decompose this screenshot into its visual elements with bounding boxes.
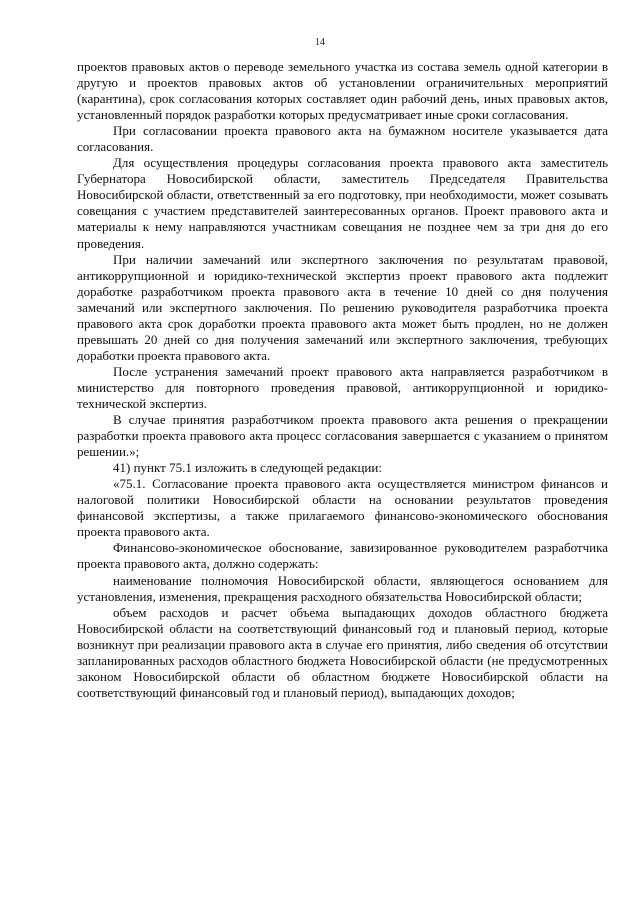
paragraph-2: При согласовании проекта правового акта на бумажном носителе указывается дата согласования. xyxy=(77,123,608,155)
paragraph-10: наименование полномочия Новосибирской области, являющегося основанием для установления, изменения, прекращения расходного обязательства Новосибирской области; xyxy=(77,572,608,604)
paragraph-4: При наличии замечаний или экспертного заключения по результатам правовой, антикоррупционной и юридико-технической экспертиз проект правового акта подлежит доработке разработчиком проекта правового акта в течение 10 дней со дня получения замечаний или экспертного заключения. По решению руководителя разработчика проекта правового акта срок доработки проекта правового акта может быть продлен, но не должен превышать 20 дней со дня получения замечаний или экспертного заключения, требующих доработки проекта правового акта. xyxy=(77,251,608,363)
paragraph-11: объем расходов и расчет объема выпадающих доходов областного бюджета Новосибирской области на соответствующий финансовый год и плановый период, которые возникнут при реализации правового акта в случае его принятия, либо сведения об отсутствии запланированных расходов областного бюджета Новосибирской области (не предусмотренных законом Новосибирской области об областном бюджете Новосибирской области на соответствующий финансовый год и плановый период), выпадающих доходов; xyxy=(77,604,608,700)
document-body xyxy=(77,59,608,701)
paragraph-6: В случае принятия разработчиком проекта правового акта решения о прекращении разработки проекта правового акта процесс согласования завершается с указанием о принятом решении.»; xyxy=(77,412,608,460)
paragraph-7: 41) пункт 75.1 изложить в следующей редакции: xyxy=(113,460,382,476)
paragraph-9: Финансово-экономическое обоснование, завизированное руководителем разработчика проекта правового акта, должно содержать: xyxy=(77,540,608,572)
paragraph-1: проектов правовых актов о переводе земельного участка из состава земель одной категории в другую и проектов правовых актов об установлении ограничительных мероприятий (карантина), срок согласования которых составляет один рабочий день, иных правовых актов, установленный порядок разработки которых предусматривает иные сроки согласования. xyxy=(77,59,608,123)
page-number: 14 xyxy=(315,37,325,48)
paragraph-5: После устранения замечаний проект правового акта направляется разработчиком в министерство для повторного проведения правовой, антикоррупционной и юридико-технической экспертиз. xyxy=(77,363,608,411)
paragraph-3: Для осуществления процедуры согласования проекта правового акта заместитель Губернатора Новосибирской области, заместитель Председателя Правительства Новосибирской области, ответственный за его подготовку, при необходимости, может созывать совещания с участием представителей заинтересованных органов. Проект правового акта и материалы к нему направляются участникам совещания не позднее чем за три дня до его проведения. xyxy=(77,155,608,251)
paragraph-8: «75.1. Согласование проекта правового акта осуществляется министром финансов и налоговой политики Новосибирской области на основании результатов проведения финансовой экспертизы, а также прилагаемого финансово-экономического обоснования проекта правового акта. xyxy=(77,476,608,540)
